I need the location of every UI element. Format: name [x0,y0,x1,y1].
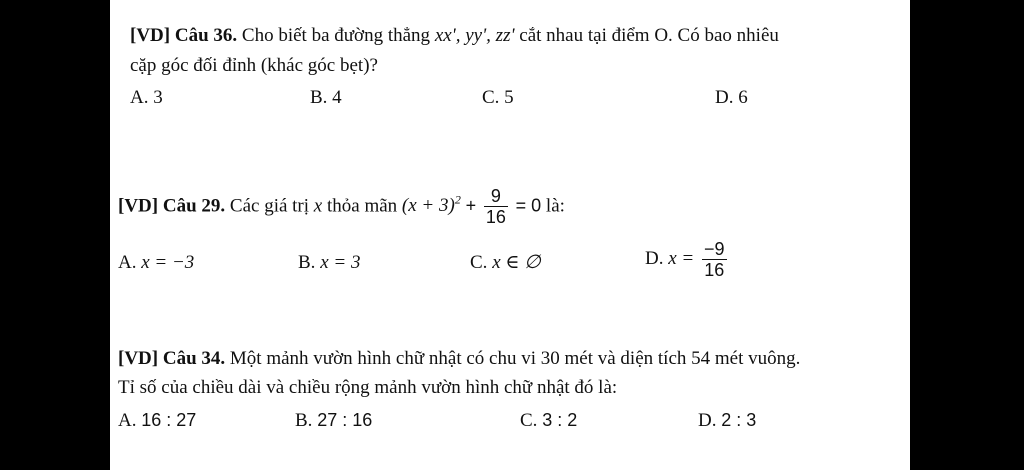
question-34-line-1 [118,345,800,373]
question-label: Câu 29. [162,195,226,217]
equation-rest: = 0 [515,195,542,216]
question-text-cont: thỏa mãn [326,195,398,217]
option-d [698,406,756,435]
question-text-end: là: [545,195,565,217]
option-a [118,406,196,435]
option-b: B. 4 [310,87,342,108]
option-d: D. 6 [715,87,748,108]
option-expr: x = −3 [141,252,195,273]
option-c [520,406,577,435]
expr-left: (x + 3) [401,195,455,217]
math-lines: xx', yy', zz' [434,25,515,46]
fraction-numerator: −9 [704,239,725,260]
option-value: 3 : 2 [542,410,578,430]
option-letter: B. [295,410,313,431]
option-c [470,249,541,277]
option-letter: C. [470,252,488,273]
question-text-cont: cắt nhau tại điểm O. Có bao nhiêu [519,25,779,46]
option-d [645,236,730,282]
option-a [118,249,194,277]
option-a: A. 3 [130,87,163,108]
question-label: Câu 34. [162,348,226,369]
option-value: 16 : 27 [141,410,197,430]
option-letter: A. [118,410,137,431]
option-letter: A. [118,252,137,273]
question-text: Một mảnh vườn hình chữ nhật có chu vi 30 mét và diện tích 54 mét vuông. [229,348,801,369]
option-b [295,406,372,435]
option-value: 2 : 3 [721,410,757,430]
question-label: Câu 36. [174,25,238,46]
option-expr: x ∈ ∅ [492,252,541,273]
question-text: Cho biết ba đường thẳng [241,25,431,46]
option-letter: D. [698,410,717,431]
fraction [484,186,508,227]
plus-sign: + [465,195,477,216]
option-expr: x = [668,248,695,269]
option-letter: C. [520,410,538,431]
fraction-numerator: 9 [484,186,508,207]
question-tag: [VD] [118,195,159,217]
option-letter: B. [298,252,316,273]
option-value: 27 : 16 [317,410,373,430]
question-29-line-1 [118,180,565,228]
fraction-denominator: 16 [704,260,725,281]
document-page [110,0,910,470]
math-var: x [313,195,323,217]
math-expression [402,195,461,216]
option-letter: D. [645,248,664,269]
question-tag: [VD] [118,348,159,369]
exponent: 2 [454,193,461,207]
question-36-line-1 [130,22,779,50]
fraction-denominator: 16 [485,207,506,228]
question-text: Các giá trị [229,195,310,217]
option-b [298,249,360,277]
question-tag: [VD] [130,25,171,46]
option-c: C. 5 [482,87,514,108]
question-36-line-2: cặp góc đối đỉnh (khác góc bẹt)? [130,55,378,76]
option-fraction [702,239,727,280]
question-34-line-2: Tỉ số của chiều dài và chiều rộng mảnh vườn hình chữ nhật đó là: [118,377,618,398]
option-expr: x = 3 [320,252,361,273]
